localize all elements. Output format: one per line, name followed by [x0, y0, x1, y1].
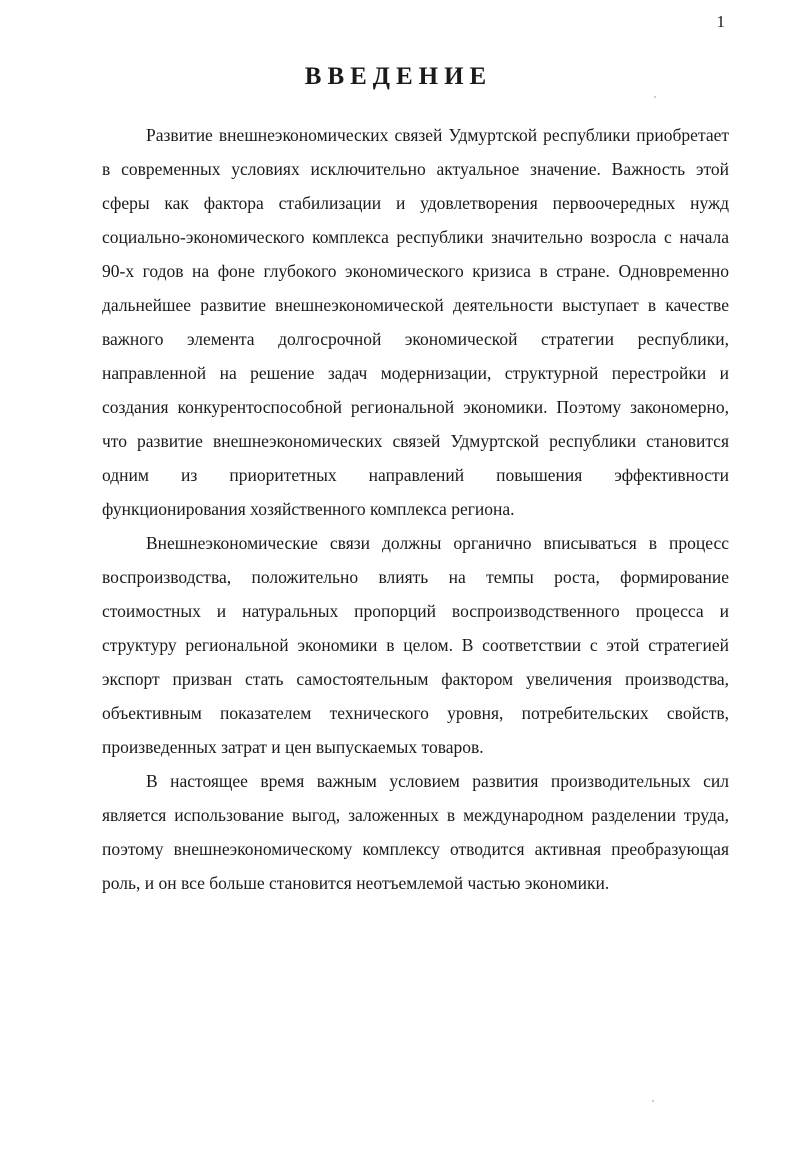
page-number: 1 [716, 12, 725, 31]
document-body [102, 118, 729, 900]
paragraph-3: В настоящее время важным условием развития производительных сил является использование выгод, заложенных в международном разделении труда, поэтому внешнеэкономическому комплексу отводится активная преобразующая роль, и он все больше становится неотъемлемой частью экономики. [102, 771, 729, 893]
page-title: ВВЕДЕНИЕ [304, 63, 493, 90]
paragraph-1: Развитие внешнеэкономических связей Удмуртской республики приобретает в современных условиях исключительно актуальное значение. Важность этой сферы как фактора стабилизации и удовлетворения первоочередных нужд социально-экономического комплекса республики значительно возросла с начала 90-х годов на фоне глубокого экономического кризиса в стране. Одновременно дальнейшее развитие внешнеэкономической деятельности выступает в качестве важного элемента долгосрочной экономической стратегии республики, направленной на решение задач модернизации, структурной перестройки и создания конкурентоспособной региональной экономики. Поэтому закономерно, что развитие внешнеэкономических связей Удмуртской республики становится одним из приоритетных направлений повышения эффективности функционирования хозяйственного комплекса региона. [102, 125, 729, 519]
scan-speck [654, 96, 656, 98]
paragraph-2: Внешнеэкономические связи должны органично вписываться в процесс воспроизводства, положительно влиять на темпы роста, формирование стоимостных и натуральных пропорций воспроизводственного процесса и структуру региональной экономики в целом. В соответствии с этой стратегией экспорт призван стать самостоятельным фактором увеличения производства, объективным показателем технического уровня, потребительских свойств, произведенных затрат и цен выпускаемых товаров. [102, 533, 729, 757]
scan-speck [652, 1100, 654, 1102]
